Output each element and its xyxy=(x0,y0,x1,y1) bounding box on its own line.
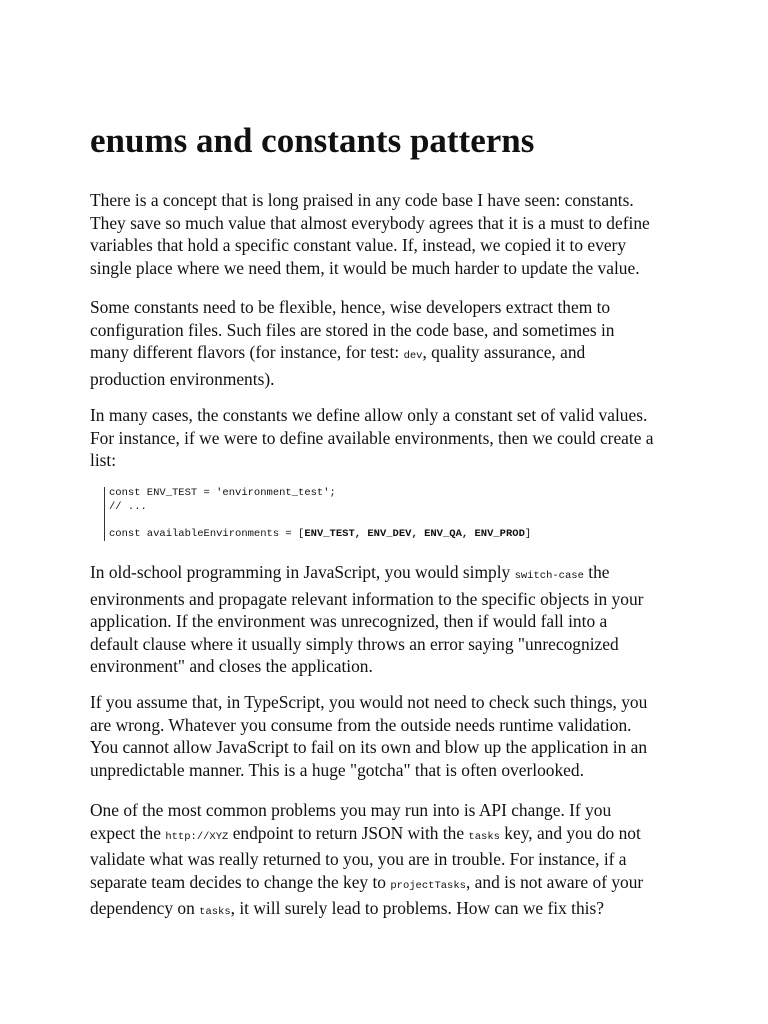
page-title: enums and constants patterns xyxy=(90,121,535,160)
text-segment: separate team decides to change the key to xyxy=(90,871,391,892)
code-segment: const availableEnvironments = [ xyxy=(109,527,305,540)
text-line: One of the most common problems you may run into is API change. If you xyxy=(90,800,612,820)
code-block xyxy=(104,487,531,541)
text-segment: , it will surely lead to problems. How can we fix this? xyxy=(230,898,604,918)
text-line xyxy=(90,897,690,924)
text-line xyxy=(90,822,690,849)
code-line-blank xyxy=(109,514,531,528)
text-line: You cannot allow JavaScript to fail on its own and blow up the application in an xyxy=(90,737,648,757)
text-line: unpredictable manner. This is a huge "gotcha" that is often overlooked. xyxy=(90,759,584,780)
text-line xyxy=(90,871,690,898)
text-line: If you assume that, in TypeScript, you would not need to check such things, you xyxy=(90,692,648,712)
text-segment: , quality assurance, and xyxy=(422,342,586,362)
text-line: They save so much value that almost everybody agrees that it is a must to define xyxy=(90,212,650,233)
text-segment: expect the xyxy=(90,822,166,843)
text-segment: many different flavors (for instance, for test: xyxy=(90,342,404,362)
text-line: single place where we need them, it would be much harder to update the value. xyxy=(90,257,640,278)
inline-code-switch-case: switch-case xyxy=(514,570,584,582)
code-line: const ENV_TEST = 'environment_test'; xyxy=(109,487,336,499)
text-line: In many cases, the constants we define allow only a constant set of valid values. xyxy=(90,405,648,425)
inline-code-tasks: tasks xyxy=(199,906,231,918)
text-segment: In old-school programming in JavaScript, you would simply xyxy=(90,562,515,582)
text-line: validate what was really returned to you, you are in trouble. For instance, if a xyxy=(90,849,627,869)
text-line: default clause where it usually simply throws an error saying "unrecognized xyxy=(90,633,619,654)
text-segment: dependency on xyxy=(90,898,200,918)
text-line: production environments). xyxy=(90,368,275,389)
code-line: // ... xyxy=(109,500,147,513)
text-line: variables that hold a specific constant value. If, instead, we copied it to every xyxy=(90,235,627,255)
text-line xyxy=(90,341,690,368)
paragraph-api-change xyxy=(90,799,690,924)
text-line: configuration files. Such files are stored in the code base, and sometimes in xyxy=(90,319,615,340)
paragraph-switch-case xyxy=(90,561,690,678)
inline-code-url: http://XYZ xyxy=(165,830,229,843)
paragraph-valid-values xyxy=(90,404,690,472)
text-line: are wrong. Whatever you consume from the outside needs runtime validation. xyxy=(90,714,632,735)
text-line: application. If the environment was unrecognized, then if would fall into a xyxy=(90,611,608,631)
text-line: For instance, if we were to define available environments, then we could create a xyxy=(90,427,654,448)
text-line xyxy=(90,561,690,588)
code-line xyxy=(109,528,531,542)
text-line: environment" and closes the application. xyxy=(90,656,373,676)
text-segment: endpoint to return JSON with the xyxy=(228,822,469,843)
text-line: Some constants need to be flexible, hence, wise developers extract them to xyxy=(90,297,611,317)
text-line: list: xyxy=(90,450,117,470)
text-line: environments and propagate relevant information to the specific objects in your xyxy=(90,588,644,609)
text-segment: , and is not aware of your xyxy=(465,871,644,892)
paragraph-runtime-validation xyxy=(90,691,690,781)
paragraph-constants-intro xyxy=(90,189,690,279)
text-segment: key, and you do not xyxy=(499,822,641,843)
inline-code-project-tasks: projectTasks xyxy=(390,879,466,892)
inline-code-tasks: tasks xyxy=(468,830,500,843)
code-segment: ] xyxy=(524,527,532,540)
paragraph-configuration-files xyxy=(90,296,690,390)
inline-code-dev: dev xyxy=(403,350,423,362)
text-segment: the xyxy=(583,562,610,582)
code-segment-bold: ENV_TEST, ENV_DEV, ENV_QA, ENV_PROD xyxy=(304,527,525,540)
text-line: There is a concept that is long praised in any code base I have seen: constants. xyxy=(90,190,634,210)
